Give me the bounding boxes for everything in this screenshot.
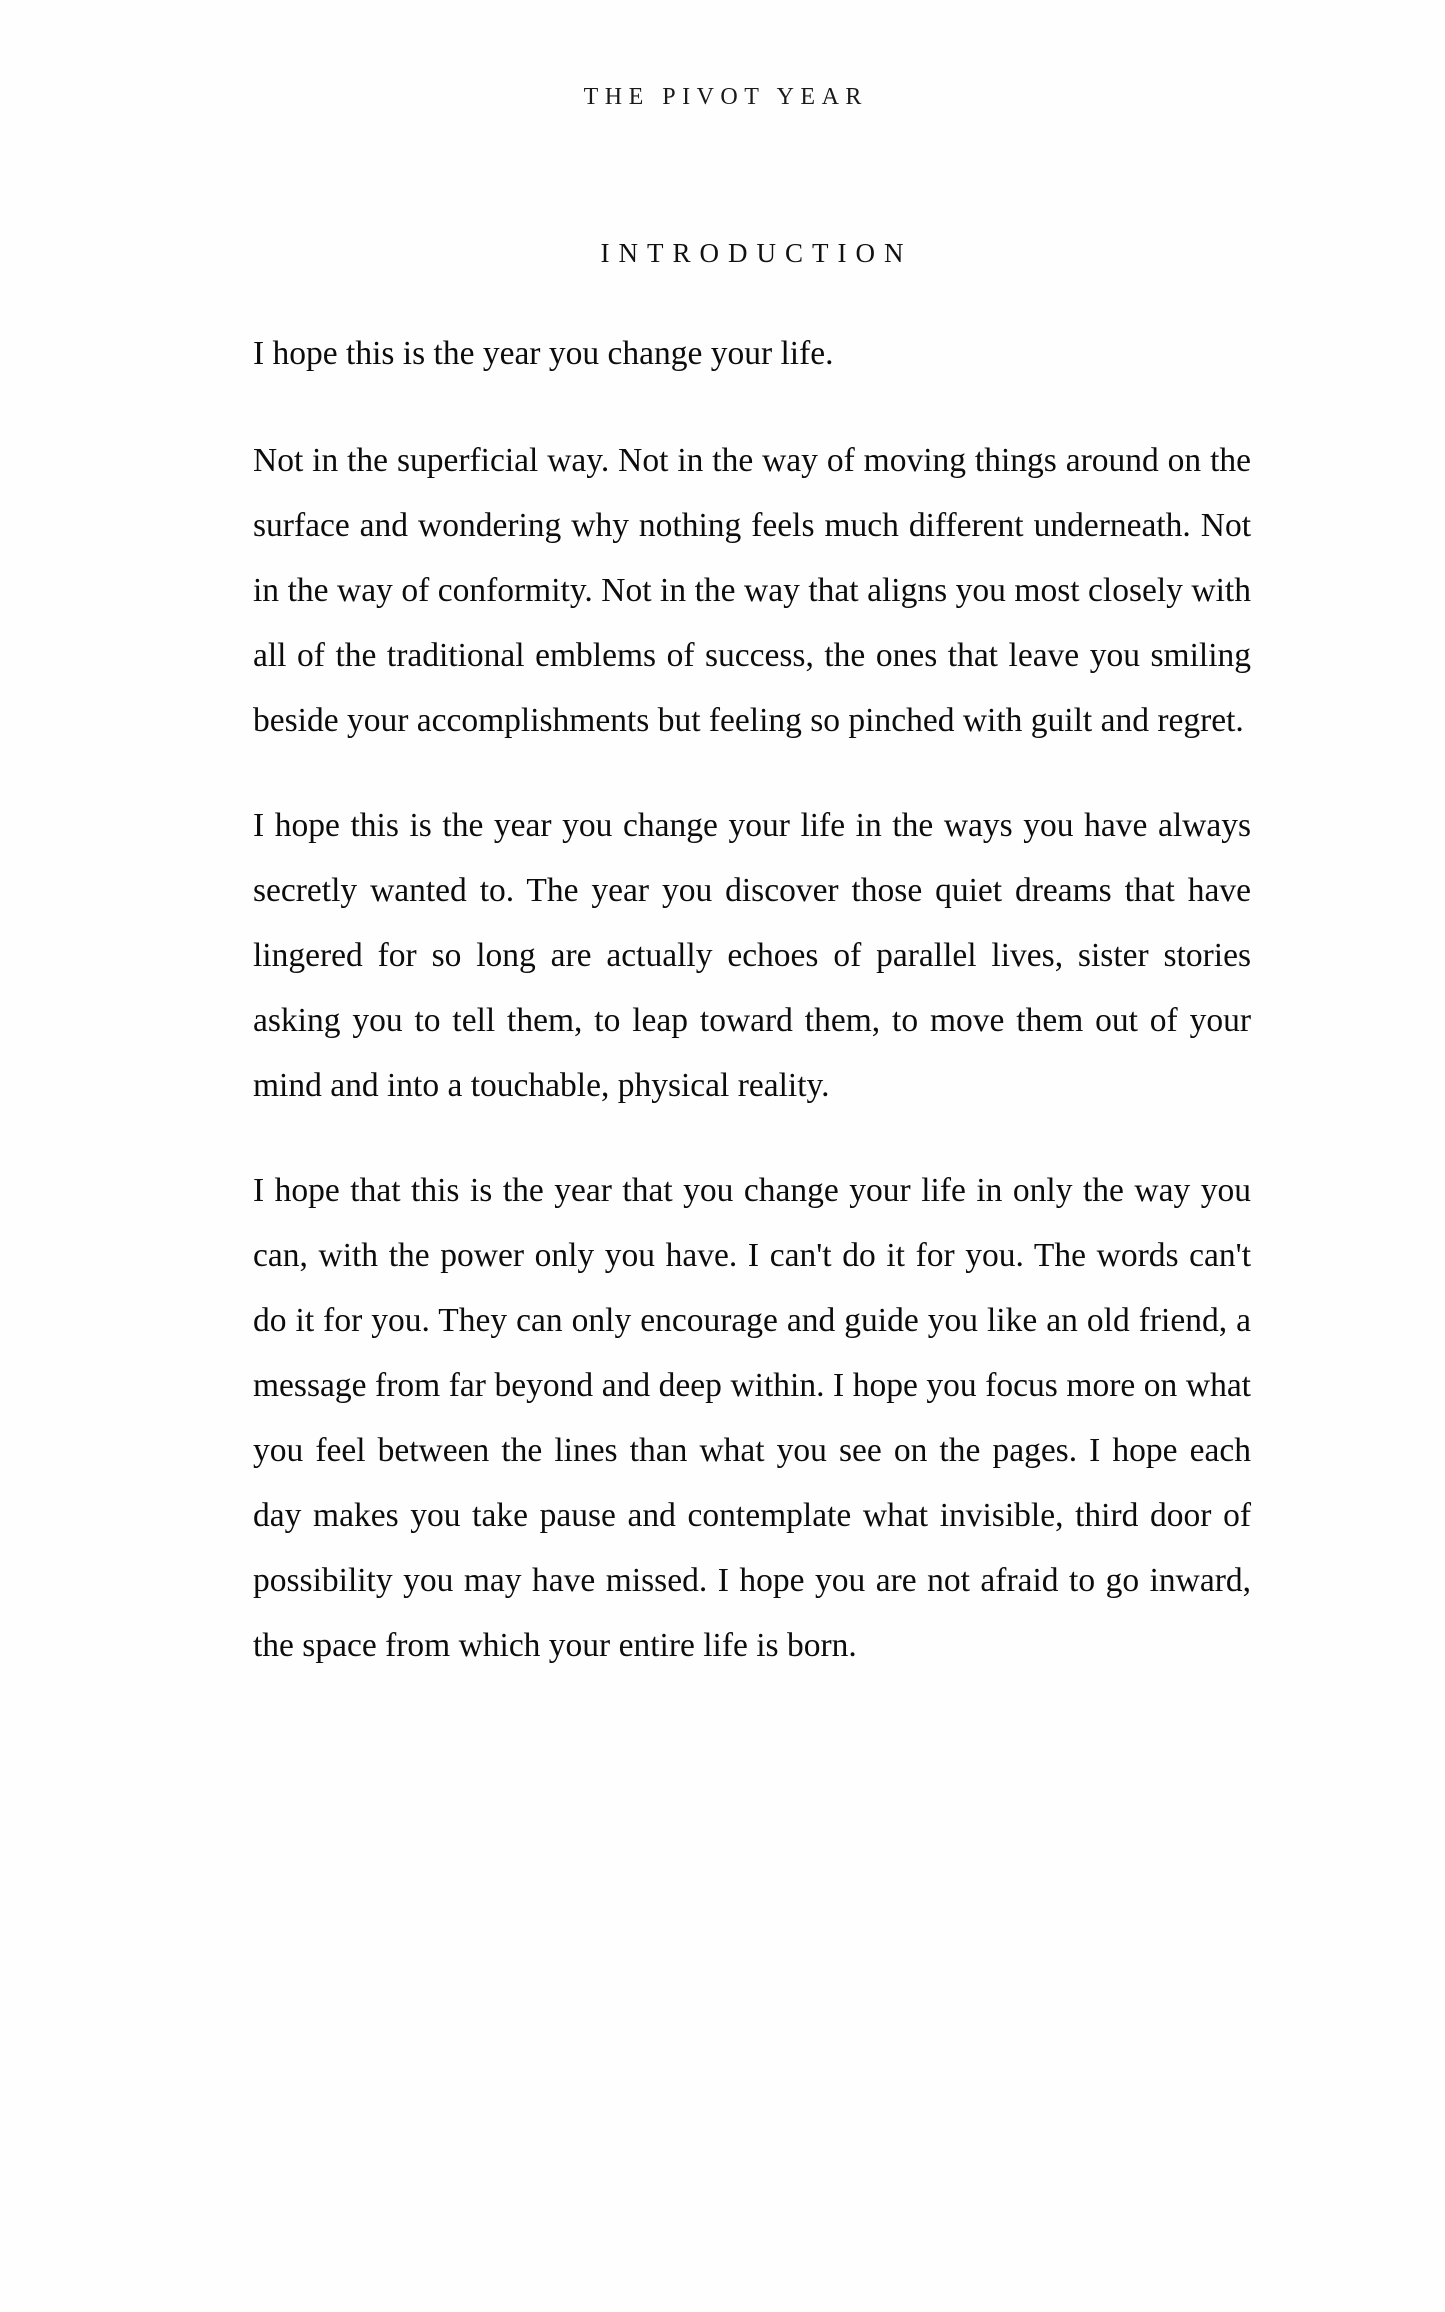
paragraph-1: I hope this is the year you change your life. [253,335,834,372]
page-content [253,238,1251,1678]
running-head: THE PIVOT YEAR [583,84,868,110]
paragraph-4: I hope that this is the year that you change your life in only the way you can, with the power only you have. I can't do it for you. The words can't do it for you. They can only encourage and guide you like an old friend, a message from far beyond and deep within. I hope you focus more on what you feel between the lines than what you see on the pages. I hope each day makes you take pause and contemplate what invisible, third door of possibility you may have missed. I hope you are not afraid to go inward, the space from which your entire life is born. [253,1172,1251,1664]
paragraph-2: Not in the superficial way. Not in the way of moving things around on the surface and wondering why nothing feels much different underneath. Not in the way of conformity. Not in the way that aligns you most closely with all of the traditional emblems of success, the ones that leave you smiling beside your accomplishments but feeling so pinched with guilt and regret. [253,442,1251,739]
page-title: INTRODUCTION [600,238,913,268]
paragraph-3: I hope this is the year you change your life in the ways you have always secretly wanted to. The year you discover those quiet dreams that have lingered for so long are actually echoes of parallel lives, sister stories asking you to tell them, to leap toward them, to move them out of your mind and into a touchable, physical reality. [253,807,1251,1104]
